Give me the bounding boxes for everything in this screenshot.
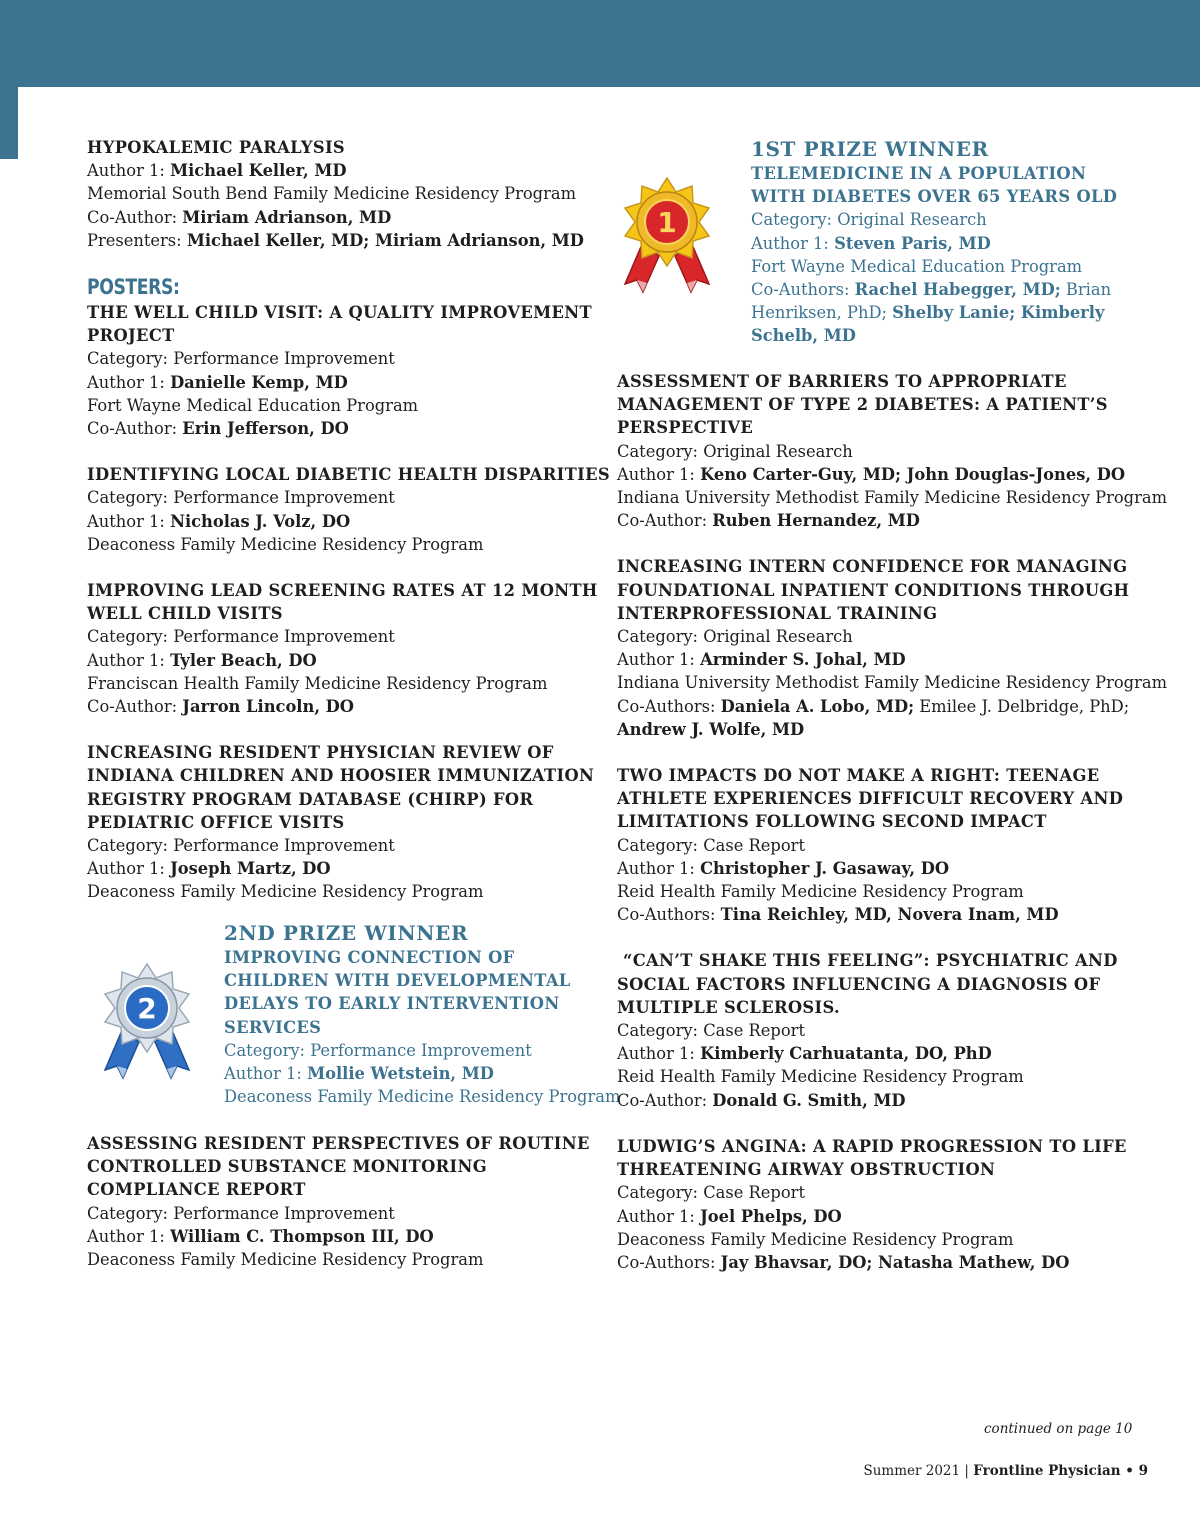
poster-entry [617, 370, 1168, 532]
author-label: Author 1: [224, 1064, 308, 1084]
coauthor-line [617, 509, 1137, 532]
entry-title-line: “CAN’T SHAKE THIS FEELING”: PSYCHIATRIC AND [617, 951, 1118, 971]
author-name: Danielle Kemp, MD [170, 372, 348, 392]
category-line: Category: Case Report [617, 1021, 805, 1041]
category-line: Category: Performance Improvement [87, 836, 395, 856]
author-label: Author 1: [87, 511, 171, 531]
coauthor-line [87, 206, 587, 229]
presenters-label: Presenters: [87, 230, 187, 250]
entry-title-line: THE WELL CHILD VISIT: A QUALITY IMPROVEMENT [87, 303, 592, 323]
entry-title-line: IMPROVING CONNECTION OF [224, 948, 515, 967]
entry-title-line: CHILDREN WITH DEVELOPMENTAL [224, 971, 571, 991]
posters-heading: POSTERS: [87, 275, 180, 300]
author-name: Christopher J. Gasaway, DO [700, 858, 950, 878]
footer-magazine: Frontline Physician [973, 1463, 1121, 1479]
program-line: Deaconess Family Medicine Residency Program [617, 1229, 1014, 1249]
author-name: Michael Keller, MD [170, 161, 347, 181]
entry-title: HYPOKALEMIC PARALYSIS [87, 138, 346, 157]
entry-title-line: ASSESSING RESIDENT PERSPECTIVES OF ROUTINE [87, 1134, 590, 1153]
entry-title-line: WELL CHILD VISITS [87, 604, 283, 624]
entry-title-line: DELAYS TO EARLY INTERVENTION [224, 994, 560, 1014]
author-label: Author 1: [617, 650, 701, 670]
author-line [224, 1062, 584, 1085]
coauthor-line [617, 1251, 1137, 1274]
poster-entry [617, 764, 1137, 926]
left-column-bottom [87, 1132, 590, 1294]
program-line: Indiana University Methodist Family Medicine Residency Program [617, 673, 1168, 693]
poster-entry [87, 463, 610, 556]
category-line: Category: Case Report [617, 835, 805, 855]
coauthor-label: Co-Authors: [617, 1252, 721, 1272]
author-label: Author 1: [617, 1206, 701, 1226]
coauthor-name: Shelby Lanie; Kimberly [892, 303, 1105, 323]
category-line: Category: Performance Improvement [224, 1040, 532, 1060]
coauthor-name: Daniela A. Lobo, MD; [720, 696, 915, 716]
author-line [87, 510, 587, 533]
author-label: Author 1: [87, 859, 171, 879]
author-name: Steven Paris, MD [834, 233, 991, 253]
entry-title-line: INTERPROFESSIONAL TRAINING [617, 603, 938, 623]
entry-title-line: SERVICES [224, 1017, 322, 1037]
program-line: Indiana University Methodist Family Medicine Residency Program [617, 488, 1168, 508]
coauthor-label: Co-Authors: [617, 905, 721, 925]
author-line [87, 371, 587, 394]
second-prize-medal-icon [93, 958, 201, 1082]
coauthor-line [87, 417, 587, 440]
program-line: Fort Wayne Medical Education Program [87, 395, 419, 415]
entry-title-line: WITH DIABETES OVER 65 YEARS OLD [751, 187, 1118, 207]
author-name: Kimberly Carhuatanta, DO, PhD [700, 1044, 992, 1064]
coauthor-label: Co-Author: [87, 697, 183, 717]
author-name: Mollie Wetstein, MD [307, 1064, 494, 1084]
coauthor-name-plain: Henriksen, PhD; [751, 303, 893, 323]
program-line: Reid Health Family Medicine Residency Program [617, 882, 1024, 902]
category-line: Category: Case Report [617, 1183, 805, 1203]
author-line [87, 1225, 587, 1248]
coauthor-label: Co-Author: [617, 511, 713, 531]
category-line: Category: Performance Improvement [87, 349, 395, 369]
header-band [0, 0, 1200, 87]
author-line [617, 648, 1137, 671]
category-line: Category: Original Research [751, 210, 987, 230]
right-column [617, 370, 1168, 1297]
presenters-names: Michael Keller, MD; Miriam Adrianson, MD [186, 230, 584, 250]
coauthor-line [617, 903, 1137, 926]
author-line [617, 857, 1137, 880]
coauthor-name: Erin Jefferson, DO [182, 419, 349, 439]
program-line: Fort Wayne Medical Education Program [751, 256, 1083, 276]
coauthors-label: Co-Authors: [751, 280, 855, 300]
footer-issue: Summer 2021 [863, 1463, 961, 1479]
author-line [87, 857, 587, 880]
coauthor-line [87, 695, 587, 718]
coauthor-line [617, 695, 1137, 718]
coauthor-name: Tina Reichley, MD, Novera Inam, MD [720, 905, 1059, 925]
second-prize-heading: 2ND PRIZE WINNER [224, 921, 469, 945]
entry-title-line: REGISTRY PROGRAM DATABASE (CHIRP) FOR [87, 789, 534, 809]
program-line: Deaconess Family Medicine Residency Program [224, 1087, 621, 1107]
entry-title-line: INDIANA CHILDREN AND HOOSIER IMMUNIZATION [87, 766, 595, 786]
footer-page-number: 9 [1138, 1463, 1148, 1479]
program-line: Franciscan Health Family Medicine Residency Program [87, 673, 548, 693]
poster-entry [617, 555, 1168, 741]
second-prize-medal-numeral: 2 [137, 992, 157, 1025]
poster-entry [617, 1135, 1137, 1274]
first-prize-medal-numeral: 1 [657, 206, 677, 239]
entry-title-line: COMPLIANCE REPORT [87, 1180, 306, 1200]
author-line [617, 1205, 1137, 1228]
entry-title-line: THREATENING AIRWAY OBSTRUCTION [617, 1160, 996, 1180]
entry-title-line: TELEMEDICINE IN A POPULATION [751, 164, 1087, 183]
program-line: Deaconess Family Medicine Residency Program [87, 1250, 484, 1270]
author-label: Author 1: [87, 1226, 171, 1246]
coauthor-name: Jay Bhavsar, DO; Natasha Mathew, DO [720, 1252, 1070, 1272]
coauthor-name: Rachel Habegger, MD; [854, 280, 1061, 300]
entry-title-line: SOCIAL FACTORS INFLUENCING A DIAGNOSIS OF [617, 974, 1101, 994]
entry-title-line: PROJECT [87, 326, 175, 346]
coauthor-name: Donald G. Smith, MD [712, 1090, 906, 1110]
author-label: Author 1: [617, 858, 701, 878]
poster-entry [87, 301, 592, 440]
entry-title-line: IMPROVING LEAD SCREENING RATES AT 12 MONTH [87, 581, 598, 601]
first-prize-medal-icon [613, 172, 721, 296]
author-name: Nicholas J. Volz, DO [170, 511, 351, 531]
footer-separator: | [960, 1463, 974, 1479]
author-label: Author 1: [617, 464, 701, 484]
author-line [87, 649, 587, 672]
second-prize-block [224, 920, 621, 1108]
category-line: Category: Original Research [617, 627, 853, 647]
coauthor-label: Co-Authors: [617, 696, 721, 716]
entry-title-line: MULTIPLE SCLEROSIS. [617, 997, 840, 1017]
author-line [751, 232, 1096, 255]
author-name: Tyler Beach, DO [170, 650, 317, 670]
category-line: Category: Performance Improvement [87, 1203, 395, 1223]
coauthor-name: Jarron Lincoln, DO [182, 697, 354, 717]
poster-entry [87, 1132, 590, 1271]
poster-entry [87, 579, 598, 718]
coauthors-line [751, 301, 1105, 324]
author-label: Author 1: [617, 1044, 701, 1064]
coauthor-name-plain: Brian [1060, 280, 1112, 300]
coauthor-label: Co-Author: [617, 1090, 713, 1110]
footer-bullet: • [1120, 1463, 1139, 1479]
presenters-line [87, 229, 587, 252]
author-label: Author 1: [87, 372, 171, 392]
coauthor-name-plain: Emilee J. Delbridge, PhD; [914, 696, 1130, 716]
entry-title-line: INCREASING INTERN CONFIDENCE FOR MANAGING [617, 557, 1128, 577]
entry-title-line: PEDIATRIC OFFICE VISITS [87, 812, 345, 832]
author-label: Author 1: [87, 650, 171, 670]
coauthors-line [751, 278, 1112, 301]
coauthor-name: Miriam Adrianson, MD [182, 207, 392, 227]
entry-title-line: ATHLETE EXPERIENCES DIFFICULT RECOVERY AND [617, 789, 1124, 809]
author-name: Arminder S. Johal, MD [700, 650, 906, 670]
entry-title-line: FOUNDATIONAL INPATIENT CONDITIONS THROUGH [617, 580, 1130, 600]
entry-hypokalemic-paralysis [87, 136, 587, 252]
program-line: Deaconess Family Medicine Residency Program [87, 534, 484, 554]
program-line: Deaconess Family Medicine Residency Program [87, 882, 484, 902]
author-name: Keno Carter-Guy, MD; John Douglas-Jones, DO [700, 464, 1126, 484]
category-line: Category: Performance Improvement [87, 488, 395, 508]
author-label: Author 1: [751, 233, 835, 253]
entry-title-line: MANAGEMENT OF TYPE 2 DIABETES: A PATIENT’S [617, 395, 1108, 415]
author-label: Author 1: [87, 161, 171, 181]
author-name: Joseph Martz, DO [170, 859, 331, 879]
coauthor-line [617, 1089, 1137, 1112]
category-line: Category: Performance Improvement [87, 627, 395, 647]
coauthor-line: Andrew J. Wolfe, MD [617, 719, 805, 739]
poster-entry [87, 741, 595, 903]
entry-title-line: LUDWIG’S ANGINA: A RAPID PROGRESSION TO LIFE [617, 1136, 1127, 1156]
entry-title-line: IDENTIFYING LOCAL DIABETIC HEALTH DISPARITIES [87, 465, 610, 485]
first-prize-block [751, 136, 1118, 348]
side-accent-strip [0, 87, 18, 159]
first-prize-heading: 1ST PRIZE WINNER [751, 137, 989, 161]
entry-title-line: TWO IMPACTS DO NOT MAKE A RIGHT: TEENAGE [617, 766, 1100, 786]
page-footer [863, 1463, 1148, 1479]
entry-title-line: INCREASING RESIDENT PHYSICIAN REVIEW OF [87, 743, 554, 763]
coauthor-name: Ruben Hernandez, MD [712, 511, 920, 531]
author-name: William C. Thompson III, DO [170, 1226, 434, 1246]
author-line [617, 463, 1137, 486]
continued-note: continued on page 10 [984, 1421, 1133, 1437]
program-line: Memorial South Bend Family Medicine Residency Program [87, 184, 577, 204]
coauthors-line: Schelb, MD [751, 326, 856, 346]
entry-title-line: CONTROLLED SUBSTANCE MONITORING [87, 1157, 487, 1177]
program-line: Reid Health Family Medicine Residency Program [617, 1067, 1024, 1087]
author-line [87, 159, 587, 182]
entry-title-line: LIMITATIONS FOLLOWING SECOND IMPACT [617, 812, 1047, 832]
author-line [617, 1042, 1137, 1065]
coauthor-label: Co-Author: [87, 419, 183, 439]
poster-entry [617, 949, 1137, 1111]
coauthor-label: Co-Author: [87, 207, 183, 227]
entry-title-line: PERSPECTIVE [617, 418, 754, 438]
left-column [87, 136, 610, 927]
entry-title-line: ASSESSMENT OF BARRIERS TO APPROPRIATE [617, 372, 1067, 391]
author-name: Joel Phelps, DO [700, 1206, 842, 1226]
category-line: Category: Original Research [617, 441, 853, 461]
